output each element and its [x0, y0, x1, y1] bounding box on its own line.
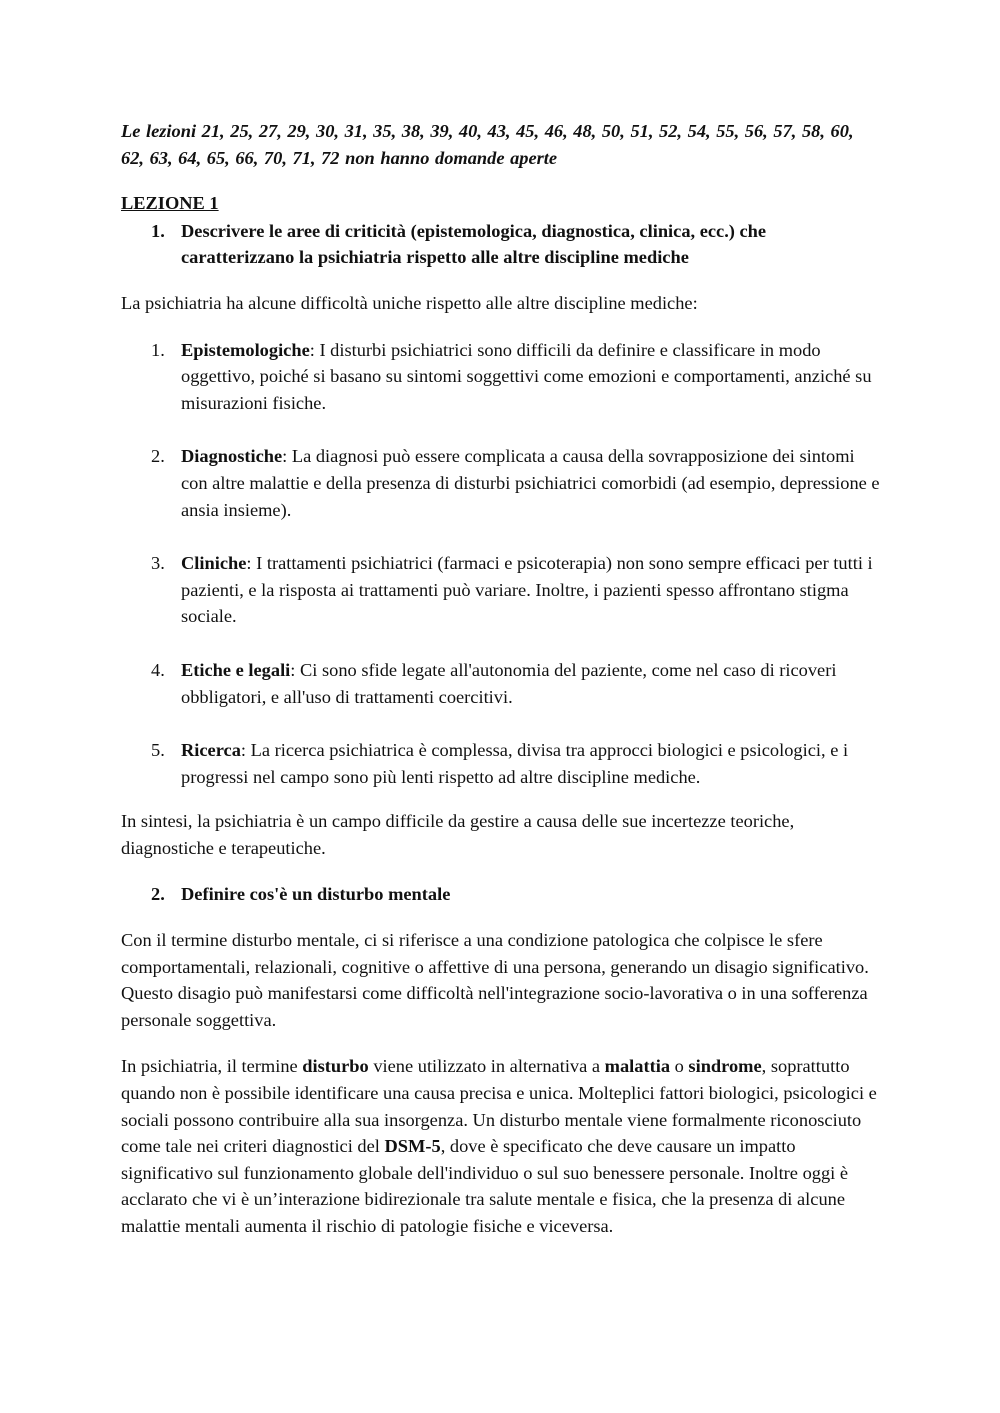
question-2-text: Definire cos'è un disturbo mentale	[181, 884, 451, 905]
list-item-text: : La diagnosi può essere complicata a causa della sovrapposizione dei sintomi con altre malattie e della presenza di disturbi psichiatrici comorbidi (ad esempio, depressione e ansia insieme).	[181, 446, 880, 520]
document-page	[121, 118, 881, 1240]
list-item-number: 2.	[151, 446, 165, 467]
term-malattia: malattia	[604, 1056, 671, 1077]
list-item-term: Etiche e legali	[181, 659, 291, 680]
list-item-number: 5.	[151, 740, 165, 761]
list-item-text: : I trattamenti psichiatrici (farmaci e psicoterapia) non sono sempre efficaci per tutti i pazienti, e la risposta ai trattamenti può variare. Inoltre, i pazienti spesso affrontano stigma sociale.	[181, 553, 873, 627]
list-item-term: Epistemologiche	[181, 339, 310, 360]
question-2	[121, 881, 881, 908]
summary-paragraph: In sintesi, la psichiatria è un campo difficile da gestire a causa delle sue incertezze teoriche, diagnostiche e terapeutiche.	[121, 811, 795, 858]
list-item	[121, 657, 881, 710]
definition-paragraph-1: Con il termine disturbo mentale, ci si riferisce a una condizione patologica che colpisce le sfere comportamentali, relazionali, cognitive o affettive di una persona, generando un disagio significativo. Questo disagio può manifestarsi come difficoltà nell'integrazione socio-lavorativa o in una sofferenza personale soggettiva.	[121, 930, 869, 1030]
lesson-title: LEZIONE 1	[121, 193, 219, 214]
question-2-number: 2.	[151, 884, 165, 905]
criticality-list	[121, 337, 881, 791]
list-item-term: Diagnostiche	[181, 446, 283, 467]
list-item-term: Cliniche	[181, 553, 247, 574]
list-item-number: 3.	[151, 553, 165, 574]
intro-paragraph: La psichiatria ha alcune difficoltà uniche rispetto alle altre discipline mediche:	[121, 292, 698, 313]
definition-paragraph-2: In psichiatria, il termine disturbo viene utilizzato in alternativa a malattia o sindrome, soprattutto quando non è possibile identificare una causa precisa e unica. Molteplici fattori biologici, psicologici e sociali possono contribuire alla sua insorgenza. Un disturbo mentale viene formalmente riconosciuto come tale nei criteri diagnostici del DSM-5, dove è specificato che deve causare un impatto significativo sul funzionamento globale dell'individuo o sul suo benessere personale. Inoltre oggi è acclarato che vi è un’interazione bidirezionale tra salute mentale e fisica, che la presenza di alcune malattie mentali aumenta il rischio di patologie fisiche e viceversa.	[121, 1056, 877, 1236]
question-1	[121, 218, 881, 271]
question-1-text: Descrivere le aree di criticità (epistemologica, diagnostica, clinica, ecc.) che caratterizzano la psichiatria rispetto alle altre discipline mediche	[181, 220, 767, 268]
list-item-number: 4.	[151, 659, 165, 680]
list-item-text: : I disturbi psichiatrici sono difficili da definire e classificare in modo oggettivo, poiché si basano su sintomi soggettivi come emozioni e comportamenti, anziché su misurazioni fisiche.	[181, 339, 872, 413]
list-item	[121, 737, 881, 790]
question-1-number: 1.	[151, 220, 165, 241]
list-item-text: : Ci sono sfide legate all'autonomia del paziente, come nel caso di ricoveri obbligatori, e all'uso di trattamenti coercitivi.	[181, 659, 837, 707]
term-sindrome: sindrome	[688, 1056, 762, 1077]
list-item	[121, 337, 881, 417]
list-item-term: Ricerca	[181, 740, 241, 761]
list-item-text: : La ricerca psichiatrica è complessa, divisa tra approcci biologici e psicologici, e i progressi nel campo sono più lenti rispetto ad altre discipline mediche.	[181, 740, 849, 787]
list-item-number: 1.	[151, 339, 165, 360]
list-item	[121, 550, 881, 630]
term-disturbo: disturbo	[302, 1056, 369, 1077]
term-dsm5: DSM-5	[384, 1136, 441, 1157]
lessons-note: Le lezioni 21, 25, 27, 29, 30, 31, 35, 38, 39, 40, 43, 45, 46, 48, 50, 51, 52, 54, 55, 56, 57, 58, 60, 62, 63, 64, 65, 66, 70, 71, 72 non hanno domande aperte	[121, 121, 854, 168]
list-item	[121, 443, 881, 523]
